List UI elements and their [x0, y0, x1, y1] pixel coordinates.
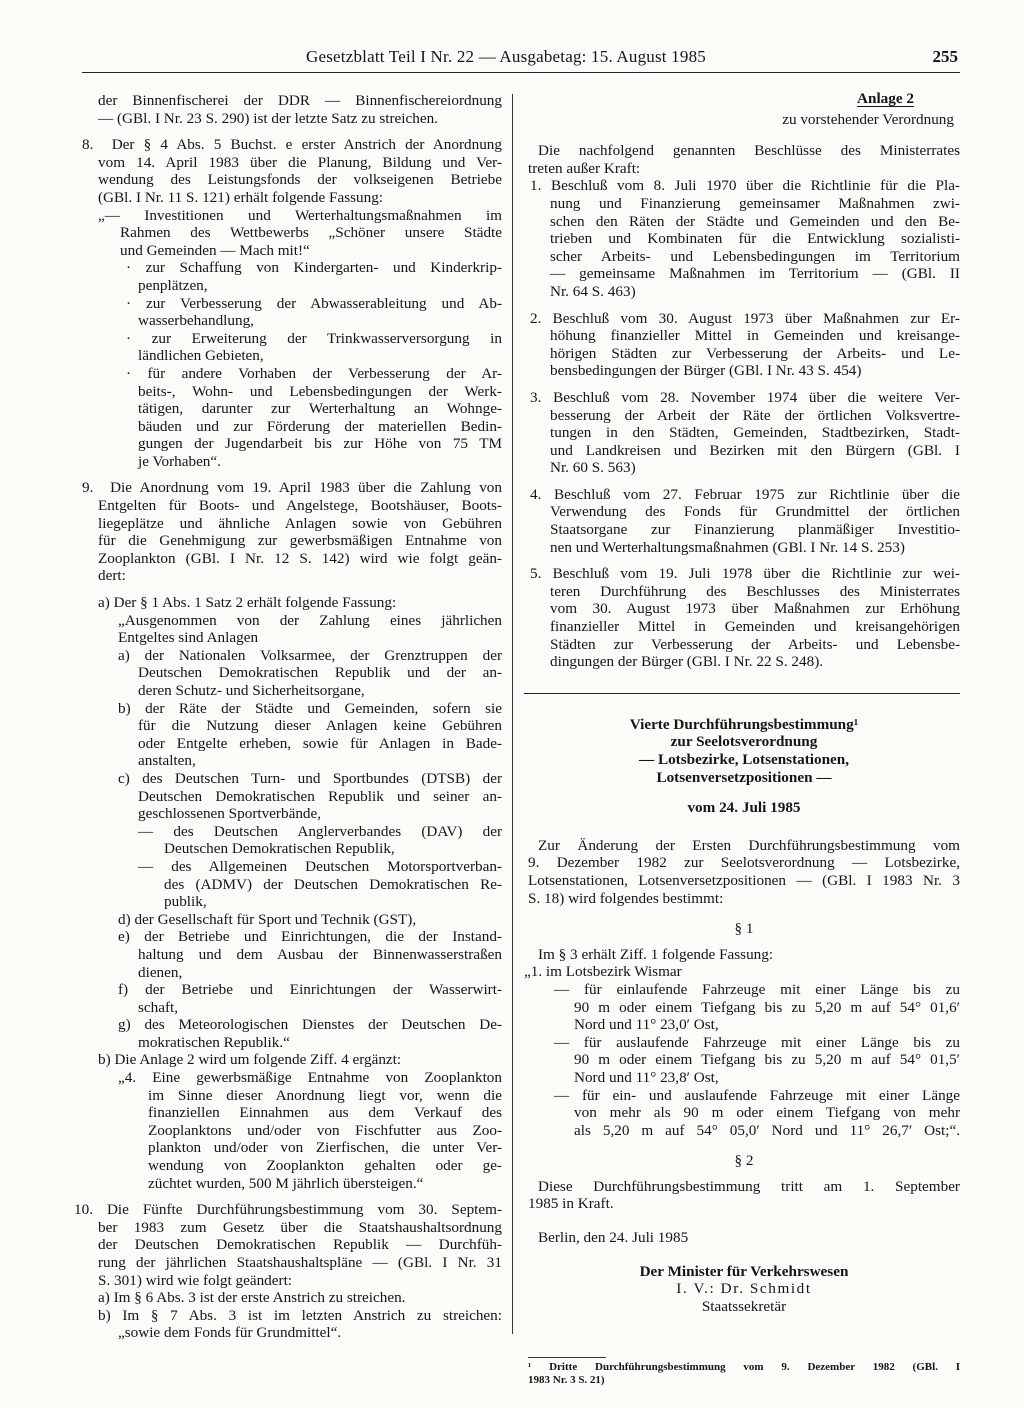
text-line: teren Durchführung des Beschlusses des Ministerrates — [550, 582, 960, 600]
text-line: (GBl. I Nr. 11 S. 121) erhält folgende Fassung: — [98, 188, 384, 206]
text-line: scher Arbeits- und Lebensbedingungen im Territorium — [550, 247, 960, 265]
text-line: c) des Deutschen Turn- und Sportbundes (DTSB) der — [118, 769, 502, 787]
text-line: und Gemeinden — Mach mit!“ — [120, 241, 310, 259]
text-line: Verwendung des Fonds für Grundmittel der örtlichen — [550, 503, 960, 521]
text-line: hörigen Städten zur Verbesserung der Arbeits- und Le- — [550, 344, 960, 362]
text-line: nen und Werterhaltungsmaßnahmen (GBl. I Nr. 14 S. 253) — [550, 538, 905, 556]
text-line: Zur Änderung der Ersten Durchführungsbestimmung vom — [538, 836, 960, 854]
paragraph-2-text — [528, 1178, 960, 1213]
text-line: Lotsenstationen, Lotsenversetzpositionen — (GBl. I 1983 Nr. 3 — [528, 871, 960, 889]
text-line: — für einlaufende Fahrzeuge mit einer Länge bis zu — [554, 980, 960, 998]
anlage-list — [528, 177, 960, 670]
text-line: Nr. 64 S. 463) — [550, 282, 636, 300]
text-line: tungen in den Städten, Gemeinden, Stadtbezirken, Stadt- — [550, 424, 960, 442]
text-line: Nr. 60 S. 563) — [550, 459, 636, 477]
text-line: deren Schutz- und Sicherheitsorgane, — [138, 682, 365, 699]
paragraph-gap — [528, 477, 960, 486]
text-line: ländlichen Gebieten, — [138, 347, 264, 365]
text-line: züchtet wurden, 500 M jährlich übersteigen.“ — [148, 1174, 424, 1192]
text-line: Entgelten für Boots- und Angelstege, Bootshäuser, Boots- — [98, 497, 502, 515]
text-line: im Sinne dieser Anordnung liegt vor, wenn die — [148, 1086, 502, 1104]
regulation-date: vom 24. Juli 1985 — [687, 799, 801, 817]
text-line: f) der Betriebe und Einrichtungen der Wasserwirt- — [118, 981, 502, 999]
anlage-subtitle: zu vorstehender Verordnung — [782, 110, 954, 128]
signature-title: Staatssekretär — [701, 1297, 787, 1315]
text-line: — des Allgemeinen Deutschen Motorsportverban- — [138, 857, 502, 875]
text-line: · zur Erweiterung der Trinkwasserversorgung in — [126, 329, 502, 347]
text-line: — (GBl. I Nr. 23 S. 290) ist der letzte Satz zu streichen. — [98, 109, 438, 127]
text-line: 2. Beschluß vom 30. August 1973 über Maßnahmen zur Er- — [530, 309, 960, 327]
anlage-intro — [528, 142, 960, 177]
text-line: 5. Beschluß vom 19. Juli 1978 über die Richtlinie zur wei- — [530, 565, 960, 583]
right-column — [524, 90, 960, 1387]
place-date: Berlin, den 24. Juli 1985 — [538, 1229, 689, 1247]
text-line: 1985 in Kraft. — [528, 1195, 614, 1213]
text-line: b) Die Anlage 2 wird um folgende Ziff. 4 ergänzt: — [98, 1051, 402, 1069]
text-line: Nord und 11° 23,8′ Ost, — [574, 1068, 719, 1086]
text-line: ¹ Dritte Durchführungsbestimmung vom 9. Dezember 1982 (GBl. I — [528, 1361, 960, 1374]
text-line: des (ADMV) der Deutschen Demokratischen Re- — [164, 875, 502, 893]
text-line: rung der jährlichen Staatshaushaltspläne — (GBl. I Nr. 31 — [98, 1254, 502, 1271]
paragraph-2-heading: § 2 — [734, 1152, 754, 1170]
paragraph-gap — [82, 585, 502, 594]
text-line: — des Deutschen Anglerverbandes (DAV) der — [138, 822, 502, 840]
text-line: bensbedingungen der Bürger (GBl. I Nr. 43 S. 454) — [550, 362, 862, 380]
text-line: Zooplankton (GBl. I Nr. 12 S. 142) wird wie folgt geän- — [98, 549, 502, 567]
text-line: haltung und dem Ausbau der Binnenwasserstraßen — [138, 945, 502, 963]
footnote — [528, 1361, 960, 1387]
text-line: trieben und Kombinaten für die Entwicklung sozialisti- — [550, 230, 960, 248]
text-line: mokratischen Republik.“ — [138, 1033, 290, 1051]
text-line: S. 301) wird wie folgt geändert: — [98, 1271, 293, 1289]
text-line: dienen, — [138, 963, 183, 981]
page-header — [82, 46, 960, 73]
text-line: vom 30. August 1973 über Maßnahmen zur Erhöhung — [550, 600, 960, 618]
header-title: Gesetzblatt Teil I Nr. 22 — Ausgabetag: 15. August 1985 — [306, 47, 706, 66]
text-line: wasserbehandlung, — [138, 312, 254, 330]
text-line: „sowie dem Fonds für Grundmittel“. — [118, 1324, 342, 1342]
text-line: d) der Gesellschaft für Sport und Technik (GST), — [118, 910, 417, 928]
signature-minister: Der Minister für Verkehrswesen — [639, 1262, 849, 1280]
title-line: Vierte Durchführungsbestimmung¹ — [629, 715, 859, 733]
paragraph-gap — [528, 301, 960, 310]
text-line: finanzieller Mittel in Gemeinden und kreisangehörigen — [550, 618, 960, 636]
text-line: anstalten, — [138, 752, 196, 770]
text-line: Rahmen des Wettbewerbs „Schöner unsere Städte — [120, 224, 502, 242]
paragraph-gap — [82, 127, 502, 136]
text-line: Deutschen Demokratischen Republik und seiner an- — [138, 787, 502, 805]
regulation-title — [528, 716, 960, 786]
text-line: · für andere Vorhaben der Verbesserung der Ar- — [126, 364, 502, 382]
text-line: finanziellen Einnahmen aus dem Verkauf des — [148, 1104, 502, 1122]
text-line: b) Im § 7 Abs. 3 ist im letzten Anstrich zu streichen: — [98, 1306, 502, 1324]
text-line: gungen der Jugendarbeit bis zur Höhe von 75 TM — [138, 435, 502, 453]
text-line: — für auslaufende Fahrzeuge mit einer Länge bis zu — [554, 1033, 960, 1051]
text-line: dert: — [98, 567, 126, 585]
paragraph-gap — [82, 1192, 502, 1201]
text-line: geschlossenen Sportverbände, — [138, 805, 322, 823]
text-line: schaft, — [138, 998, 179, 1016]
text-line: 1. Beschluß vom 8. Juli 1970 über die Richtlinie für die Pla- — [530, 177, 960, 195]
paragraph-gap — [528, 380, 960, 389]
text-line: Zooplanktons und/oder von Fischfutter aus Zoo- — [148, 1121, 502, 1139]
text-line: Diese Durchführungsbestimmung tritt am 1. September — [538, 1177, 960, 1195]
text-line: Deutschen Demokratischen Republik und der an- — [138, 664, 502, 682]
page-number: 255 — [932, 47, 958, 66]
text-line: a) Im § 6 Abs. 3 ist der erste Anstrich zu streichen. — [98, 1289, 406, 1307]
text-line: treten außer Kraft: — [528, 159, 641, 177]
text-line: e) der Betriebe und Einrichtungen, die der Instand- — [118, 928, 502, 946]
text-line: wendung von Zooplankton gehalten oder ge- — [148, 1157, 502, 1175]
text-line: Entgeltes sind Anlagen — [118, 629, 259, 647]
text-line: liegeplätze und ähnliche Anlagen sowie von Gebühren — [98, 514, 502, 532]
text-line: bäuden und zur Förderung der materiellen Bedin- — [138, 417, 502, 435]
text-line: ber 1983 zum Gesetz über die Staatshaushaltsordnung — [98, 1218, 502, 1236]
text-line: a) der Nationalen Volksarmee, der Grenztruppen der — [118, 646, 502, 664]
text-line: „— Investitionen und Werterhaltungsmaßnahmen im — [98, 206, 502, 224]
text-line: schen den Räten der Städte und Gemeinden und den Be- — [550, 212, 960, 230]
text-line: „1. im Lotsbezirk Wismar — [524, 963, 682, 981]
text-line: oder Entgelte erheben, sowie für Anlagen in Bade- — [138, 734, 502, 752]
text-line: 3. Beschluß vom 28. November 1974 über die weitere Ver- — [530, 388, 960, 406]
text-line: a) Der § 1 Abs. 1 Satz 2 erhält folgende Fassung: — [98, 594, 397, 612]
text-line: g) des Meteorologischen Dienstes der Deutschen De- — [118, 1016, 502, 1034]
section-divider — [524, 693, 960, 694]
left-column-text — [74, 92, 502, 1342]
text-line: beits-, Wohn- und Lebensbedingungen der Werk- — [138, 382, 502, 400]
text-line: 1983 Nr. 3 S. 21) — [528, 1374, 605, 1387]
text-line: „4. Eine gewerbsmäßige Entnahme von Zooplankton — [118, 1069, 502, 1087]
text-line: b) der Räte der Städte und Gemeinden, sofern sie — [118, 699, 502, 717]
text-line: 4. Beschluß vom 27. Februar 1975 zur Richtlinie über die — [530, 485, 960, 503]
title-line: — Lotsbezirke, Lotsenstationen, — [638, 751, 850, 768]
left-column — [74, 92, 502, 1342]
column-divider — [512, 94, 513, 1334]
anlage-title: Anlage 2 — [857, 90, 914, 107]
text-line: besserung der Arbeit der Räte der örtlichen Volksvertre- — [550, 406, 960, 424]
signature-name: I. V.: Dr. Schmidt — [676, 1280, 812, 1298]
text-line: Nord und 11° 23,0′ Ost, — [574, 1016, 719, 1034]
text-line: Im § 3 erhält Ziff. 1 folgende Fassung: — [538, 945, 774, 963]
footnote-rule — [528, 1357, 606, 1358]
text-line: wendung des Leistungsfonds der volkseigenen Betriebe — [98, 171, 502, 189]
text-line: der Deutschen Demokratischen Republik — Durchfüh- — [98, 1236, 502, 1254]
text-line: Staatsorgane zur Finanzierung planmäßiger Investitio- — [550, 521, 960, 539]
paragraph-1-text — [524, 945, 960, 1140]
text-line: · zur Verbesserung der Abwasserableitung und Ab- — [126, 294, 502, 312]
text-line: S. 18) wird folgendes bestimmt: — [528, 889, 724, 907]
text-line: 9. Die Anordnung vom 19. April 1983 über die Zahlung von — [82, 479, 502, 497]
text-line: nung und Finanzierung gemeinsamer Maßnahmen zwi- — [550, 194, 960, 212]
text-line: — für ein- und auslaufende Fahrzeuge mit einer Länge — [554, 1086, 960, 1104]
text-line: vom 14. April 1983 über die Planung, Bildung und Ver- — [98, 153, 502, 171]
title-line: Lotsenversetzpositionen — — [656, 768, 832, 786]
text-line: für die Genehmigung zur gewerbsmäßigen Entnahme von — [98, 532, 502, 550]
text-line: Städten zur Verbesserung der Arbeits- und Lebensbe- — [550, 635, 960, 653]
text-line: Deutschen Demokratischen Republik, — [164, 840, 395, 858]
paragraph-gap — [82, 470, 502, 479]
text-line: 90 m oder einem Tiefgang bis zu 5,20 m auf 54° 01,5′ — [574, 1051, 960, 1069]
anlage-heading — [528, 90, 960, 108]
text-line: · zur Schaffung von Kindergarten- und Kinderkrip- — [126, 259, 502, 277]
text-line: höhung finanzieller Mittel in Gemeinden und kreisange- — [550, 327, 960, 345]
text-line: der Binnenfischerei der DDR — Binnenfischereiordnung — [98, 92, 502, 109]
paragraph-gap — [528, 556, 960, 565]
text-line: „Ausgenommen von der Zahlung eines jährlichen — [118, 611, 502, 629]
text-line: 9. Dezember 1982 zur Seelotsverordnung — Lotsbezirke, — [528, 854, 960, 872]
text-line: publik, — [164, 893, 207, 911]
text-line: 10. Die Fünfte Durchführungsbestimmung vom 30. Septem- — [74, 1201, 502, 1219]
text-line: penplätzen, — [138, 276, 208, 294]
title-line: zur Seelotsverordnung — [670, 733, 818, 751]
text-line: als 5,20 m auf 54° 05,0′ Nord und 11° 26,7′ Ost;“. — [574, 1121, 960, 1139]
text-line: — gemeinsame Maßnahmen im Territorium — (GBl. II — [550, 265, 960, 283]
text-line: tätigen, darunter zur Werterhaltung an Wohnge- — [138, 400, 502, 418]
text-line: für die Nutzung dieser Anlagen keine Gebühren — [138, 717, 502, 735]
preamble — [528, 837, 960, 907]
text-line: dingungen der Bürger (GBl. I Nr. 22 S. 248). — [550, 653, 824, 671]
text-line: und Landkreisen und Bezirken mit den Bürgern (GBl. I — [550, 441, 960, 459]
text-line: 90 m oder einem Tiefgang bis zu 5,20 m auf 54° 01,6′ — [574, 998, 960, 1016]
paragraph-1-heading: § 1 — [734, 920, 754, 938]
text-line: plankton und/oder von Zierfischen, die unter Ver- — [148, 1139, 502, 1157]
text-line: Die nachfolgend genannten Beschlüsse des Ministerrates — [538, 142, 960, 160]
text-line: von mehr als 90 m oder einem Tiefgang von mehr — [574, 1104, 960, 1122]
text-line: 8. Der § 4 Abs. 5 Buchst. e erster Anstrich der Anordnung — [82, 136, 502, 154]
text-line: je Vorhaben“. — [138, 452, 221, 470]
